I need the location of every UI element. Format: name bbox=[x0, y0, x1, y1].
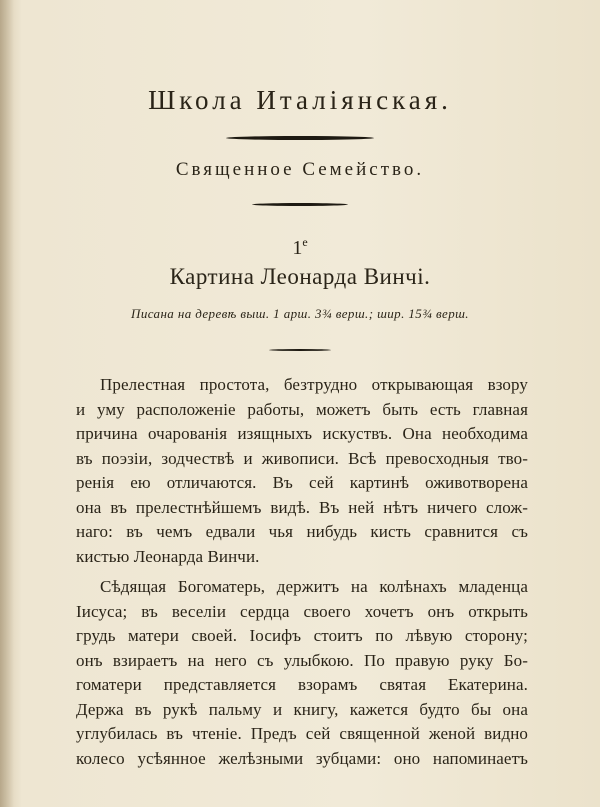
binding-shadow bbox=[0, 0, 14, 807]
text-line: въ поэзіи, зодчествѣ и живописи. Всѣ превосходныя тво- bbox=[76, 448, 528, 468]
text-line: колесо усѣянное желѣзными зубцами: оно напоминаетъ bbox=[76, 748, 528, 768]
text-line: и уму расположеніе работы, можетъ быть есть главная bbox=[76, 399, 528, 419]
section-rule bbox=[269, 349, 331, 351]
subject-rule bbox=[252, 203, 348, 206]
text-line: углубилась въ чтеніе. Предъ сей священной женой видно bbox=[76, 724, 528, 743]
plate-number-suffix: е bbox=[302, 235, 308, 249]
text-line: Держа въ рукѣ пальму и книгу, кажется будто бы она bbox=[76, 699, 528, 719]
text-line: грудь матери своей. Іосифъ стоитъ по лѣвую сторону; bbox=[76, 626, 528, 645]
paragraph-1 bbox=[76, 373, 528, 569]
school-heading: Школа Италіянская. bbox=[148, 85, 452, 115]
text-line: наго: въ чемъ едвали чья нибудь кисть сравнится съ bbox=[76, 522, 528, 541]
text-line: причина очарованія изящныхъ искуствъ. Она необходима bbox=[76, 424, 528, 443]
painting-title: Картина Леонарда Винчі. bbox=[169, 264, 431, 289]
paragraph-2 bbox=[76, 575, 528, 771]
text-line: кистью Леонарда Винчи. bbox=[76, 546, 260, 566]
text-line: Прелестная простота, безтрудно открывающая взору bbox=[100, 375, 528, 394]
heading-rule bbox=[226, 136, 374, 140]
text-line: ренія ею отличаются. Въ сей картинѣ оживотворена bbox=[76, 473, 528, 492]
painting-dimensions: Писана на деревѣ выш. 1 арш. 3¾ верш.; шир. 15¾ верш. bbox=[131, 306, 469, 321]
plate-number bbox=[0, 230, 600, 260]
subject-heading: Священное Семейство. bbox=[175, 159, 425, 180]
text-line: она въ прелестнѣйшемъ видѣ. Въ ней нѣтъ ничего слож- bbox=[76, 497, 528, 517]
text-line: гоматери представляется взорамъ святая Екатерина. bbox=[76, 675, 528, 694]
text-line: Іисуса; въ веселіи сердца своего хочетъ онъ открыть bbox=[76, 601, 528, 621]
plate-number-value: 1 bbox=[292, 237, 303, 259]
text-line: Сѣдящая Богоматерь, держитъ на колѣнахъ младенца bbox=[100, 577, 528, 596]
body-text bbox=[76, 373, 528, 771]
text-line: онъ взираетъ на него съ улыбкою. По правую руку Бо- bbox=[76, 650, 528, 670]
